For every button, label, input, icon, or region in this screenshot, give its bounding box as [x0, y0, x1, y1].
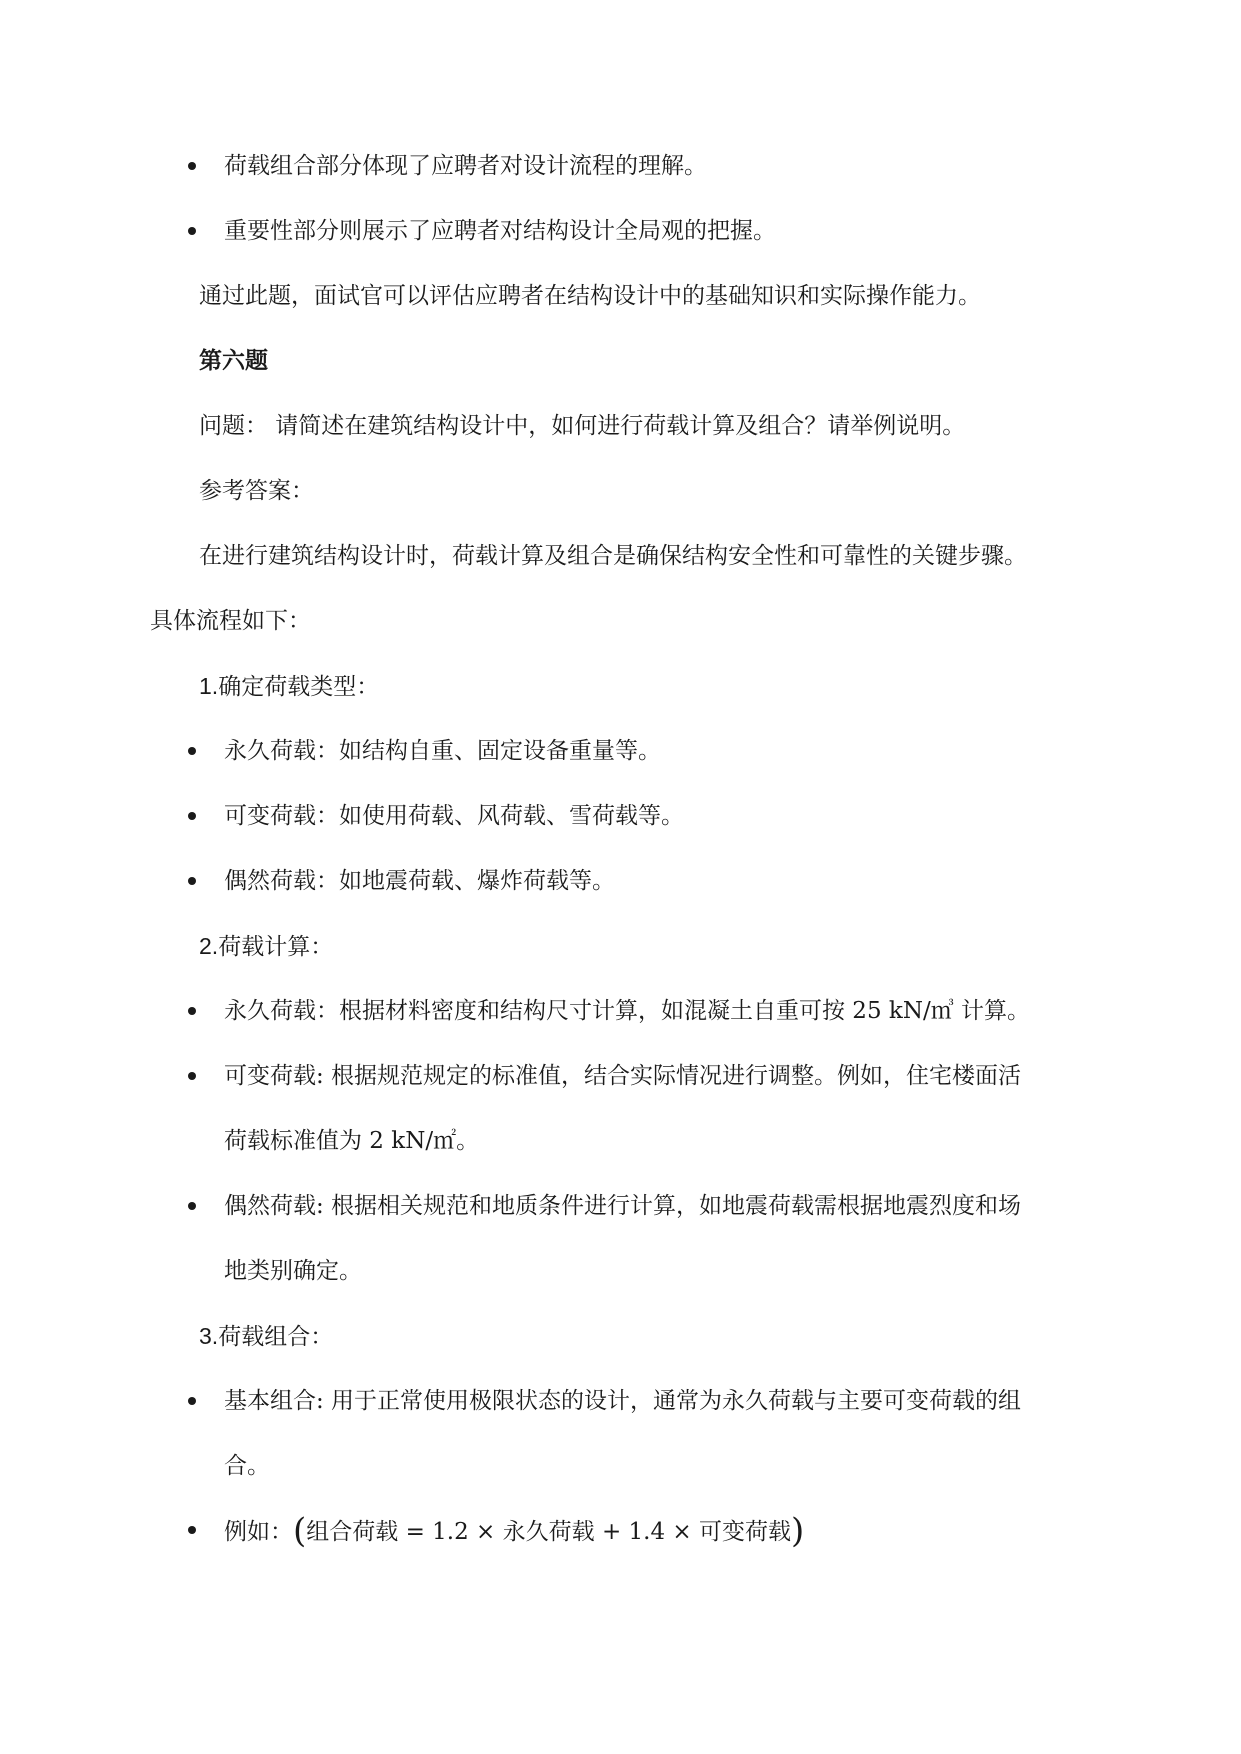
step-title: 荷载计算：	[218, 934, 334, 960]
bullet-text-continued: 合。	[224, 1453, 270, 1479]
bullet-dot	[188, 1526, 196, 1534]
bullet-dot	[188, 227, 196, 235]
bullet-dot	[188, 162, 196, 170]
step-number: 1.	[199, 673, 219, 699]
paragraph: 通过此题，面试官可以评估应聘者在结构设计中的基础知识和实际操作能力。	[199, 283, 981, 309]
answer-label: 参考答案：	[199, 478, 314, 504]
step-heading	[199, 1320, 333, 1353]
formula-open-paren: (	[293, 1511, 307, 1551]
bullet-text: 永久荷载：根据材料密度和结构尺寸计算，如混凝土自重可按 25 kN/㎥ 计算。	[224, 998, 1031, 1024]
bullet-text-continued: 荷载标准值为 2 kN/㎡。	[224, 1128, 480, 1154]
step-number: 3.	[199, 1323, 219, 1349]
question-text: 问题： 请简述在建筑结构设计中，如何进行荷载计算及组合？请举例说明。	[199, 413, 966, 439]
step-heading	[199, 670, 379, 703]
step-title: 荷载组合：	[218, 1324, 334, 1350]
step-title: 确定荷载类型：	[218, 674, 380, 700]
formula-line	[224, 1511, 805, 1551]
formula-text: 组合荷载 = 1.2 × 永久荷载 + 1.4 × 可变荷载	[306, 1519, 791, 1545]
example-label: 例如：	[224, 1519, 293, 1545]
bullet-text: 荷载组合部分体现了应聘者对设计流程的理解。	[224, 153, 707, 179]
bullet-text: 偶然荷载：如地震荷载、爆炸荷载等。	[224, 868, 615, 894]
bullet-text-continued: 地类别确定。	[224, 1258, 362, 1284]
bullet-dot	[188, 877, 196, 885]
bullet-text: 永久荷载：如结构自重、固定设备重量等。	[224, 738, 661, 764]
bullet-dot	[188, 1202, 196, 1210]
bullet-dot	[188, 1397, 196, 1405]
paragraph: 在进行建筑结构设计时，荷载计算及组合是确保结构安全性和可靠性的关键步骤。	[199, 543, 1027, 569]
step-number: 2.	[199, 933, 219, 959]
bullet-text: 基本组合: 用于正常使用极限状态的设计，通常为永久荷载与主要可变荷载的组	[224, 1388, 1022, 1414]
bullet-dot	[188, 747, 196, 755]
bullet-dot	[188, 812, 196, 820]
bullet-text: 重要性部分则展示了应聘者对结构设计全局观的把握。	[224, 218, 776, 244]
section-heading: 第六题	[199, 348, 268, 374]
paragraph: 具体流程如下：	[150, 608, 311, 634]
bullet-text: 偶然荷载: 根据相关规范和地质条件进行计算，如地震荷载需根据地震烈度和场	[224, 1193, 1022, 1219]
bullet-text: 可变荷载: 根据规范规定的标准值，结合实际情况进行调整。例如，住宅楼面活	[224, 1063, 1022, 1089]
bullet-dot	[188, 1007, 196, 1015]
bullet-text: 可变荷载：如使用荷载、风荷载、雪荷载等。	[224, 803, 684, 829]
bullet-dot	[188, 1072, 196, 1080]
formula-close-paren: )	[791, 1511, 805, 1551]
step-heading	[199, 930, 333, 963]
